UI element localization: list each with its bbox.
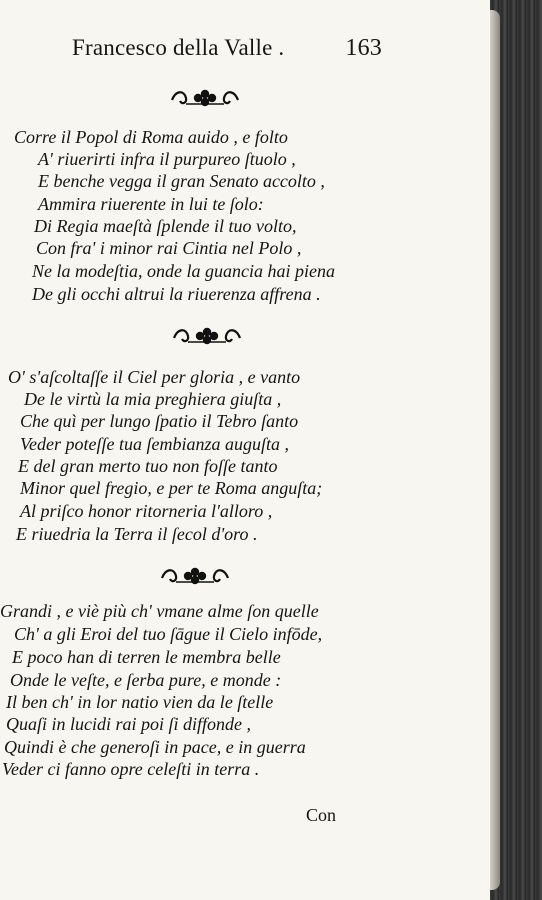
verse-line: Veder ci fanno opre celeſti in terra . bbox=[2, 759, 260, 779]
verse-line: E del gran merto tuo non foſſe tanto bbox=[18, 456, 278, 476]
verse-line: A' riuerirti infra il purpureo ſtuolo , bbox=[38, 149, 296, 169]
verse-line: De gli occhi altrui la riuerenza affrena . bbox=[32, 284, 321, 304]
fleuron-icon bbox=[170, 324, 244, 348]
fleuron-ornament-2 bbox=[170, 324, 244, 348]
verse-line: Veder poteſſe tua ſembianza auguſta , bbox=[20, 434, 289, 454]
verse-line: Ne la modeſtia, onde la guancia hai piena bbox=[32, 261, 335, 281]
verse-line: Grandi , e viè più ch' vmane alme ſon quelle bbox=[0, 601, 319, 621]
page-number: 163 bbox=[345, 35, 382, 61]
verse-line: Minor quel fregio, e per te Roma anguſta; bbox=[20, 478, 323, 498]
verse-line: De le virtù la mia preghiera giuſta , bbox=[24, 389, 282, 409]
verse-line: E benche vegga il gran Senato accolto , bbox=[38, 171, 325, 191]
verse-line: E riuedria la Terra il ſecol d'oro . bbox=[16, 524, 258, 544]
verse-line: Onde le veſte, e ſerba pure, e monde : bbox=[10, 670, 282, 690]
verse-line: Quaſi in lucidi rai poi ſi diffonde , bbox=[6, 714, 251, 734]
fleuron-icon bbox=[168, 86, 242, 110]
verse-line: Al priſco honor ritorneria l'alloro , bbox=[20, 501, 273, 521]
verse-line: Che quì per lungo ſpatio il Tebro ſanto bbox=[20, 411, 299, 431]
verse-line: Ch' a gli Eroi del tuo ſāgue il Cielo infōde, bbox=[14, 624, 323, 644]
verse-line: Il ben ch' in lor natio vien da le ſtelle bbox=[6, 692, 274, 712]
verse-line: O' s'aſcoltaſſe il Ciel per gloria , e vanto bbox=[8, 367, 301, 387]
fleuron-ornament-3 bbox=[158, 564, 232, 588]
verse-line: Corre il Popol di Roma auido , e folto bbox=[14, 127, 288, 147]
catchword: Con bbox=[306, 805, 337, 825]
verse-line: Di Regia maeſtà ſplende il tuo volto, bbox=[34, 216, 297, 236]
verse-line: Quindi è che generoſi in pace, e in guerra bbox=[4, 737, 306, 757]
fleuron-ornament-1 bbox=[168, 86, 242, 110]
verse-line: E poco han di terren le membra belle bbox=[12, 647, 281, 667]
verse-line: Ammira riuerente in lui te ſolo: bbox=[38, 194, 264, 214]
page-header bbox=[72, 35, 382, 67]
running-title: Francesco della Valle . bbox=[72, 35, 285, 60]
verse-line: Con fra' i minor rai Cintia nel Polo , bbox=[36, 238, 302, 258]
fleuron-icon bbox=[158, 564, 232, 588]
